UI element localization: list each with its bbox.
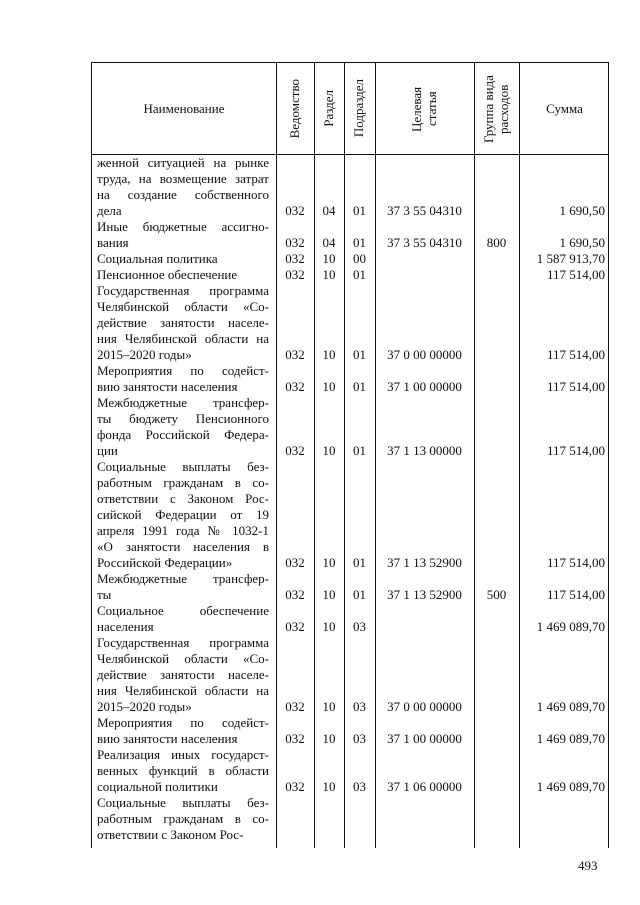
subsection-code: 01 bbox=[353, 203, 366, 218]
header-section-label: Раздел bbox=[320, 90, 336, 127]
subsection-code: 01 bbox=[353, 587, 366, 602]
row-name-line: Мероприятия по содейст- bbox=[97, 715, 269, 730]
amount: 117 514,00 bbox=[546, 443, 605, 458]
amount: 1 469 089,70 bbox=[536, 779, 605, 794]
target-article: 37 1 06 00000 bbox=[387, 779, 462, 794]
dept-code: 032 bbox=[285, 235, 305, 250]
section-code: 04 bbox=[322, 235, 336, 250]
row-name-line: действие занятости населе- bbox=[97, 667, 269, 682]
row-name bbox=[97, 747, 269, 795]
row-name-line: ответствии с Законом Рос- bbox=[97, 491, 269, 506]
row-name-line: «О занятости населения в bbox=[97, 539, 269, 554]
subsection-code: 01 bbox=[353, 347, 366, 362]
subsection-code: 01 bbox=[353, 443, 366, 458]
row-name-line: Социальное обеспечение bbox=[97, 603, 269, 618]
row-name bbox=[97, 795, 269, 843]
amount: 1 469 089,70 bbox=[536, 699, 605, 714]
row-name-line: ния Челябинской области на bbox=[97, 683, 269, 698]
target-article: 37 1 13 00000 bbox=[387, 443, 462, 458]
target-article: 37 0 00 00000 bbox=[387, 347, 462, 362]
row-name-line: Межбюджетные трансфер- bbox=[97, 571, 269, 586]
dept-code: 032 bbox=[285, 379, 305, 394]
subsection-code: 03 bbox=[353, 699, 366, 714]
header-target bbox=[375, 63, 474, 154]
row-name-line: Государственная программа bbox=[97, 635, 269, 650]
target-article: 37 1 13 52900 bbox=[387, 587, 462, 602]
dept-code: 032 bbox=[285, 555, 305, 570]
amount: 117 514,00 bbox=[546, 347, 605, 362]
dept-code: 032 bbox=[285, 267, 305, 282]
row-name-line: Челябинской области «Со- bbox=[97, 651, 269, 666]
header-name bbox=[92, 63, 276, 154]
dept-code: 032 bbox=[285, 203, 305, 218]
amount: 1 469 089,70 bbox=[536, 731, 605, 746]
row-name bbox=[97, 155, 269, 219]
row-name-line: вию занятости населения bbox=[97, 379, 238, 394]
row-name-line: Социальные выплаты без- bbox=[97, 795, 269, 810]
target-article: 37 1 13 52900 bbox=[387, 555, 462, 570]
target-article: 37 1 00 00000 bbox=[387, 731, 462, 746]
header-section bbox=[314, 63, 344, 154]
dept-code: 032 bbox=[285, 443, 305, 458]
header-dept bbox=[276, 63, 314, 154]
target-article: 37 3 55 04310 bbox=[387, 235, 462, 250]
row-name-line: 2015–2020 годы» bbox=[97, 347, 192, 362]
row-name-line: Мероприятия по содейст- bbox=[97, 363, 269, 378]
row-name-line: населения bbox=[97, 619, 154, 634]
row-name bbox=[97, 283, 269, 363]
column-divider bbox=[474, 63, 475, 848]
header-subsection bbox=[344, 63, 375, 154]
amount: 117 514,00 bbox=[546, 267, 605, 282]
subsection-code: 00 bbox=[353, 251, 366, 266]
header-dept-label: Ведомство bbox=[286, 78, 302, 139]
row-name-line: Челябинской области «Со- bbox=[97, 299, 269, 314]
amount: 117 514,00 bbox=[546, 587, 605, 602]
row-name bbox=[97, 219, 269, 251]
row-name bbox=[97, 459, 269, 571]
amount: 1 690,50 bbox=[559, 203, 605, 218]
row-name-line: 2015–2020 годы» bbox=[97, 699, 192, 714]
section-code: 10 bbox=[322, 267, 336, 282]
row-name-line: сийской Федерации от 19 bbox=[97, 507, 269, 522]
subsection-code: 01 bbox=[353, 235, 366, 250]
row-name-line: вию занятости населения bbox=[97, 731, 238, 746]
header-sum-label: Сумма bbox=[546, 100, 583, 116]
target-article: 37 0 00 00000 bbox=[387, 699, 462, 714]
row-name-line: ты bbox=[97, 587, 112, 602]
subsection-code: 01 bbox=[353, 555, 366, 570]
amount: 1 469 089,70 bbox=[536, 619, 605, 634]
row-name-line: фонда Российской Федера- bbox=[97, 427, 269, 442]
row-name-line: женной ситуацией на рынке bbox=[97, 155, 269, 170]
target-article: 37 1 00 00000 bbox=[387, 379, 462, 394]
row-name-line: ответствии с Законом Рос- bbox=[97, 827, 244, 842]
subsection-code: 01 bbox=[353, 379, 366, 394]
section-code: 04 bbox=[322, 203, 336, 218]
subsection-code: 03 bbox=[353, 619, 366, 634]
row-name-line: ты бюджету Пенсионного bbox=[97, 411, 269, 426]
section-code: 10 bbox=[322, 619, 336, 634]
expense-group: 500 bbox=[486, 587, 507, 602]
amount: 1 690,50 bbox=[559, 235, 605, 250]
budget-table bbox=[91, 62, 609, 848]
dept-code: 032 bbox=[285, 347, 305, 362]
section-code: 10 bbox=[322, 587, 336, 602]
row-name bbox=[97, 267, 269, 283]
header-name-label: Наименование bbox=[143, 100, 225, 116]
row-name bbox=[97, 395, 269, 459]
subsection-code: 01 bbox=[353, 267, 366, 282]
header-group bbox=[474, 63, 519, 154]
row-name-line: Пенсионное обеспечение bbox=[97, 267, 238, 282]
dept-code: 032 bbox=[285, 619, 305, 634]
row-name-line: ния Челябинской области на bbox=[97, 331, 269, 346]
row-name-line: работным гражданам в со- bbox=[97, 475, 269, 490]
row-name-line: Социальные выплаты без- bbox=[97, 459, 269, 474]
dept-code: 032 bbox=[285, 699, 305, 714]
row-name bbox=[97, 603, 269, 635]
subsection-code: 03 bbox=[353, 731, 366, 746]
amount: 1 587 913,70 bbox=[536, 251, 605, 266]
dept-code: 032 bbox=[285, 779, 305, 794]
row-name bbox=[97, 571, 269, 603]
amount: 117 514,00 bbox=[546, 555, 605, 570]
header-group-label: Группа вида расходов bbox=[480, 74, 511, 143]
row-name-line: Иные бюджетные ассигно- bbox=[97, 219, 269, 234]
row-name-line: Реализация иных государст- bbox=[97, 747, 269, 762]
row-name bbox=[97, 363, 269, 395]
header-subsection-label: Подраздел bbox=[351, 79, 367, 138]
row-name-line: ции bbox=[97, 443, 118, 458]
section-code: 10 bbox=[322, 251, 336, 266]
section-code: 10 bbox=[322, 555, 336, 570]
header-sum bbox=[519, 63, 610, 154]
section-code: 10 bbox=[322, 443, 336, 458]
row-name-line: Межбюджетные трансфер- bbox=[97, 395, 269, 410]
row-name-line: Социальная политика bbox=[97, 251, 218, 266]
row-name bbox=[97, 715, 269, 747]
amount: 117 514,00 bbox=[546, 379, 605, 394]
row-name-line: на создание собственного bbox=[97, 187, 269, 202]
row-name bbox=[97, 635, 269, 715]
row-name-line: Государственная программа bbox=[97, 283, 269, 298]
row-name-line: работным гражданам в со- bbox=[97, 811, 269, 826]
section-code: 10 bbox=[322, 779, 336, 794]
section-code: 10 bbox=[322, 699, 336, 714]
header-target-label: Целевая статья bbox=[408, 85, 439, 132]
dept-code: 032 bbox=[285, 251, 305, 266]
expense-group: 800 bbox=[486, 235, 507, 250]
row-name-line: венных функций в области bbox=[97, 763, 269, 778]
subsection-code: 03 bbox=[353, 779, 366, 794]
page-number: 493 bbox=[578, 858, 598, 873]
row-name-line: Российской Федерации» bbox=[97, 555, 233, 570]
row-name bbox=[97, 251, 269, 267]
row-name-line: апреля 1991 года № 1032-1 bbox=[97, 523, 269, 538]
row-name-line: вания bbox=[97, 235, 129, 250]
row-name-line: социальной политики bbox=[97, 779, 218, 794]
row-name-line: действие занятости населе- bbox=[97, 315, 269, 330]
section-code: 10 bbox=[322, 731, 336, 746]
section-code: 10 bbox=[322, 379, 336, 394]
section-code: 10 bbox=[322, 347, 336, 362]
target-article: 37 3 55 04310 bbox=[387, 203, 462, 218]
row-name-line: труда, на возмещение затрат bbox=[97, 171, 269, 186]
dept-code: 032 bbox=[285, 731, 305, 746]
dept-code: 032 bbox=[285, 587, 305, 602]
row-name-line: дела bbox=[97, 203, 122, 218]
